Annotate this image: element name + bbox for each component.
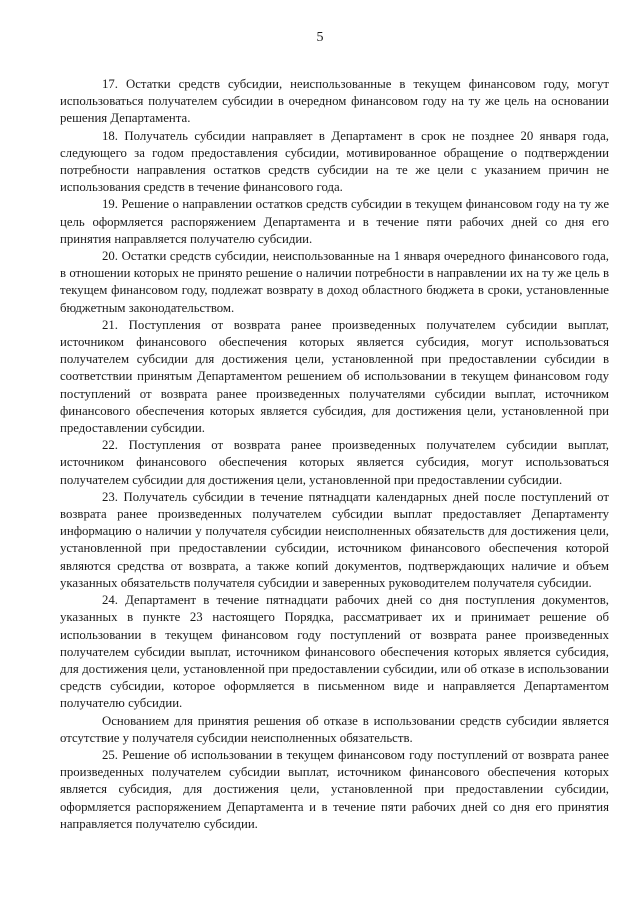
paragraph-19: 19. Решение о направлении остатков средств субсидии в текущем финансовом году на ту же цель оформляется распоряжением Департамента и в течение пяти рабочих дней со дня его принятия направляется получателю субсидии. bbox=[60, 197, 609, 246]
paragraph-20: 20. Остатки средств субсидии, неиспользованные на 1 января очередного финансового года, в отношении которых не принято решение о наличии потребности в направлении их на ту же цель в текущем финансовом году, подлежат возврату в доход областного бюджета в сроки, установленные бюджетным законодательством. bbox=[60, 249, 609, 315]
paragraph-17: 17. Остатки средств субсидии, неиспользованные в текущем финансовом году, могут использоваться получателем субсидии в очередном финансовом году на ту же цель на основании решения Департамента. bbox=[60, 77, 609, 126]
paragraph-18: 18. Получатель субсидии направляет в Департамент в срок не позднее 20 января года, следующего за годом предоставления субсидии, мотивированное обращение о подтверждении потребности направления остатков средств субсидии на те же цели с указанием причин не использования средств в течение финансового года. bbox=[60, 128, 609, 195]
paragraph-21: 21. Поступления от возврата ранее произведенных получателем субсидии выплат, источником финансового обеспечения которых является субсидия, могут использоваться получателем субсидии для достижения цели, установленной при предоставлении субсидии в соответствии принятым Департаментом решением об использовании в текущем финансовом году поступлений от возврата ранее произведенных получателями субсидии выплат, источником финансового обеспечения которых является субсидия, для достижения цели, установленной при предоставлении субсидии. bbox=[60, 317, 609, 436]
paragraph-22: 22. Поступления от возврата ранее произведенных получателем субсидии выплат, источником финансового обеспечения которых является субсидия, могут использоваться получателем субсидии для достижения цели, установленной при предоставлении субсидии. bbox=[60, 438, 609, 487]
paragraph-23: 23. Получатель субсидии в течение пятнадцати календарных дней после поступлений от возврата ранее произведенных получателем субсидии выплат предоставляет Департаменту информацию о наличии у получателя субсидии неисполненных обязательств для достижения цели, установленной при предоставлении субсидии, источником финансового обеспечения которой являются средства от возврата, а также копий документов, подтверждающих наличие и объем указанных обязательств получателя субсидии и заверенных руководителем получателя субсидии. bbox=[60, 489, 609, 590]
paragraph-25: 25. Решение об использовании в текущем финансовом году поступлений от возврата ранее произведенных получателем субсидии выплат, источником финансового обеспечения которых является субсидия, для достижения цели, установленной при предоставлении субсидии, оформляется распоряжением Департамента и в течение пяти рабочих дней со дня его принятия направляется получателю субсидии. bbox=[60, 747, 609, 831]
paragraph-24-refusal-basis: Основанием для принятия решения об отказе в использовании средств субсидии является отсутствие у получателя субсидии неисполненных обязательств. bbox=[60, 713, 609, 745]
document-body bbox=[60, 76, 609, 833]
page-number: 5 bbox=[316, 30, 324, 45]
paragraph-24: 24. Департамент в течение пятнадцати рабочих дней со дня поступления документов, указанных в пункте 23 настоящего Порядка, рассматривает их и принимает решение об использовании в текущем финансовом году поступлений от возврата ранее произведенных получателем субсидии выплат, источником финансового обеспечения которых является субсидия, для достижения цели, установленной при предоставлении субсидии, или об отказе в использовании средств субсидии, которое оформляется в письменном виде и направляется Департаментом получателю субсидии. bbox=[60, 593, 609, 711]
